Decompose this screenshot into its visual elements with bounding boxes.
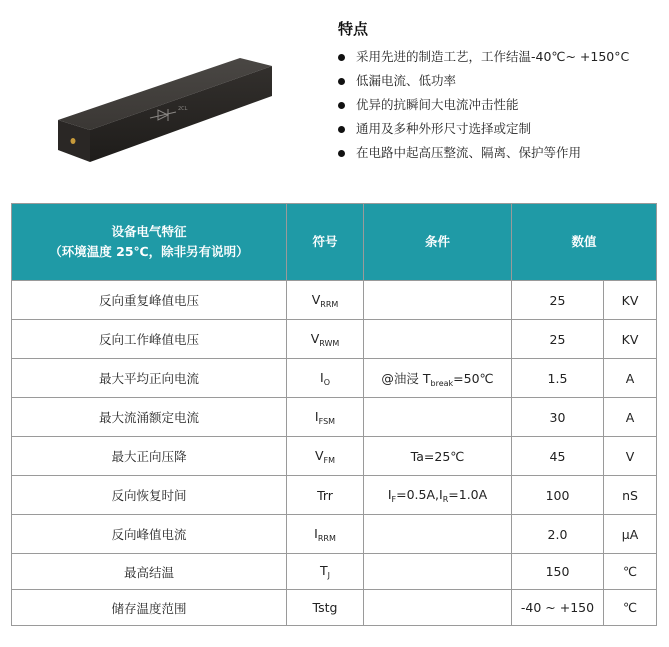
features-list bbox=[338, 45, 663, 165]
table-row bbox=[12, 359, 657, 398]
symbol-main: I bbox=[314, 408, 319, 424]
param-cell: 反向恢复时间 bbox=[12, 476, 287, 515]
condition-text: I bbox=[387, 486, 392, 502]
feature-item: 通用及多种外形尺寸选择或定制 bbox=[338, 117, 663, 141]
symbol-main: I bbox=[314, 525, 318, 541]
symbol-subscript: RRM bbox=[317, 533, 336, 543]
condition-cell bbox=[364, 437, 512, 476]
unit-cell: ℃ bbox=[604, 554, 657, 590]
symbol-main: V bbox=[311, 291, 321, 307]
condition-cell bbox=[364, 590, 512, 626]
unit-cell: KV bbox=[604, 281, 657, 320]
table-row bbox=[12, 515, 657, 554]
symbol-cell bbox=[287, 359, 364, 398]
product-photo bbox=[40, 40, 300, 170]
feature-item: 在电路中起高压整流、隔离、保护等作用 bbox=[338, 141, 663, 165]
value-cell: 100 bbox=[512, 476, 604, 515]
symbol-cell bbox=[287, 515, 364, 554]
param-cell: 最大平均正向电流 bbox=[12, 359, 287, 398]
svg-text:2CL: 2CL bbox=[178, 106, 188, 112]
unit-cell: μA bbox=[604, 515, 657, 554]
param-cell: 储存温度范围 bbox=[12, 590, 287, 626]
table-row bbox=[12, 437, 657, 476]
condition-text: =0.5A,I bbox=[396, 486, 443, 502]
table-row bbox=[12, 281, 657, 320]
symbol-cell bbox=[287, 281, 364, 320]
condition-cell bbox=[364, 359, 512, 398]
condition-cell bbox=[364, 320, 512, 359]
param-cell: 最高结温 bbox=[12, 554, 287, 590]
value-cell: 25 bbox=[512, 320, 604, 359]
header-value: 数值 bbox=[512, 204, 657, 281]
bullet-icon bbox=[338, 78, 345, 85]
features-section bbox=[338, 18, 663, 165]
param-cell: 反向峰值电流 bbox=[12, 515, 287, 554]
symbol-main: V bbox=[310, 330, 320, 346]
bullet-icon bbox=[338, 54, 345, 61]
symbol-cell bbox=[287, 320, 364, 359]
symbol-subscript: J bbox=[327, 571, 330, 580]
condition-cell bbox=[364, 398, 512, 437]
value-cell: 2.0 bbox=[512, 515, 604, 554]
symbol-cell bbox=[287, 476, 364, 515]
unit-cell: nS bbox=[604, 476, 657, 515]
feature-item: 优异的抗瞬间大电流冲击性能 bbox=[338, 93, 663, 117]
symbol-main: Tstg bbox=[312, 600, 338, 615]
param-cell: 反向重复峰值电压 bbox=[12, 281, 287, 320]
feature-item: 低漏电流、低功率 bbox=[338, 69, 663, 93]
value-cell: -40 ~ +150 bbox=[512, 590, 604, 626]
spec-table bbox=[11, 203, 657, 626]
param-cell: 反向工作峰值电压 bbox=[12, 320, 287, 359]
condition-subscript: R bbox=[442, 494, 449, 504]
bullet-icon bbox=[338, 126, 345, 133]
condition-text: @油浸 T bbox=[381, 370, 431, 386]
unit-cell: ℃ bbox=[604, 590, 657, 626]
header-symbol: 符号 bbox=[287, 204, 364, 281]
value-cell: 45 bbox=[512, 437, 604, 476]
condition-cell bbox=[364, 515, 512, 554]
param-cell: 最大正向压降 bbox=[12, 437, 287, 476]
table-row bbox=[12, 476, 657, 515]
bullet-icon bbox=[338, 150, 345, 157]
condition-subscript: break bbox=[430, 378, 454, 388]
table-row bbox=[12, 554, 657, 590]
table-row bbox=[12, 398, 657, 437]
symbol-main: I bbox=[320, 369, 324, 385]
bullet-icon bbox=[338, 102, 345, 109]
condition-text: Ta=25℃ bbox=[410, 448, 465, 464]
table-header-row bbox=[12, 204, 657, 281]
symbol-subscript: RRM bbox=[320, 299, 339, 309]
param-cell: 最大流涌额定电流 bbox=[12, 398, 287, 437]
value-cell: 1.5 bbox=[512, 359, 604, 398]
header-condition: 条件 bbox=[364, 204, 512, 281]
unit-cell: KV bbox=[604, 320, 657, 359]
condition-text: =1.0A bbox=[448, 486, 488, 502]
symbol-main: Trr bbox=[317, 487, 333, 503]
condition-cell bbox=[364, 281, 512, 320]
value-cell: 30 bbox=[512, 398, 604, 437]
symbol-cell bbox=[287, 554, 364, 590]
symbol-cell bbox=[287, 437, 364, 476]
unit-cell: A bbox=[604, 398, 657, 437]
symbol-subscript: FM bbox=[323, 455, 336, 465]
condition-text: =50℃ bbox=[453, 370, 494, 386]
header-parameter: 设备电气特征 （环境温度 25℃，除非另有说明） bbox=[12, 204, 287, 281]
symbol-subscript: RWM bbox=[319, 338, 340, 348]
symbol-subscript: FSM bbox=[318, 416, 336, 426]
symbol-main: V bbox=[314, 447, 324, 463]
features-title: 特点 bbox=[338, 20, 369, 38]
symbol-subscript: O bbox=[323, 377, 330, 387]
unit-cell: A bbox=[604, 359, 657, 398]
table-row bbox=[12, 320, 657, 359]
condition-cell bbox=[364, 476, 512, 515]
table-row bbox=[12, 590, 657, 626]
value-cell: 150 bbox=[512, 554, 604, 590]
symbol-main: T bbox=[320, 563, 328, 578]
condition-cell bbox=[364, 554, 512, 590]
symbol-cell bbox=[287, 398, 364, 437]
feature-item: 采用先进的制造工艺，工作结温-40℃~ +150°C bbox=[338, 45, 663, 69]
value-cell: 25 bbox=[512, 281, 604, 320]
unit-cell: V bbox=[604, 437, 657, 476]
condition-subscript: F bbox=[391, 494, 397, 504]
symbol-cell bbox=[287, 590, 364, 626]
